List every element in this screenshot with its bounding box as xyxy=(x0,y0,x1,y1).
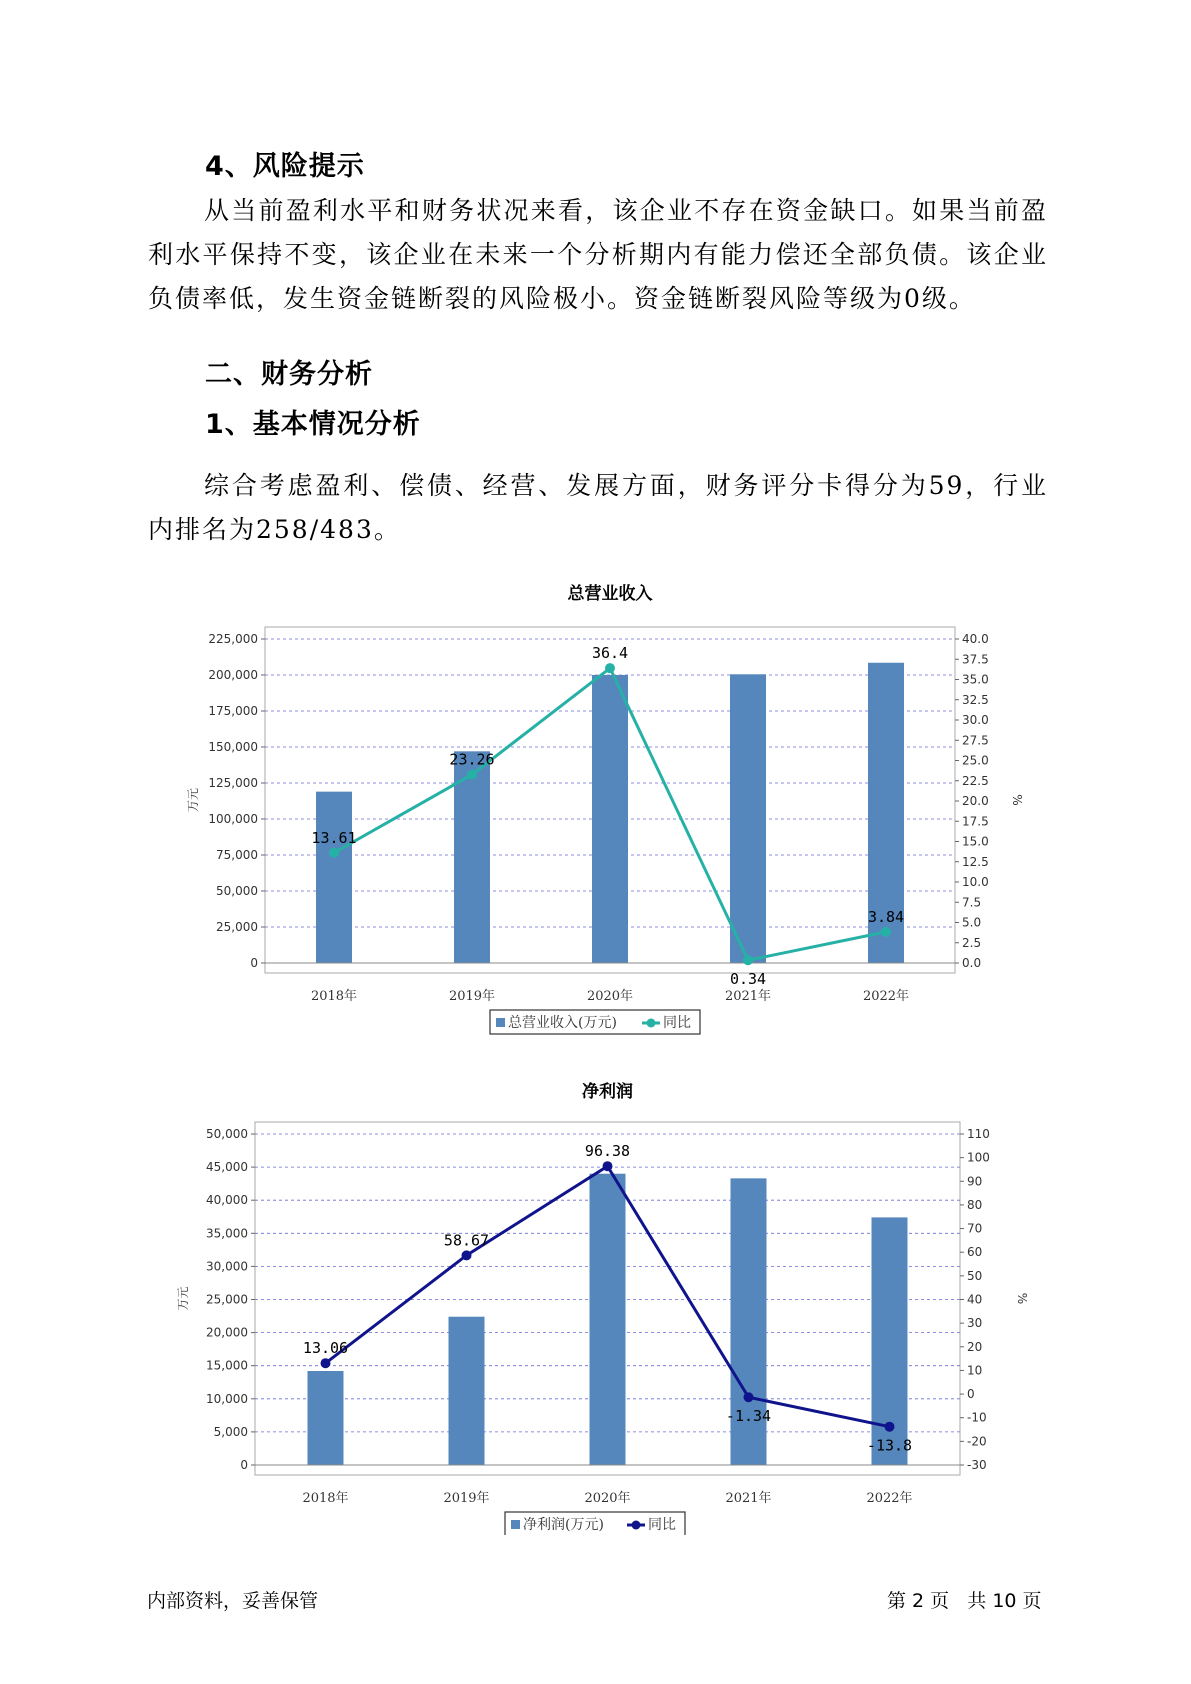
y2-tick-label: 20.0 xyxy=(962,794,989,808)
y-axis-label: 万元 xyxy=(176,1286,190,1311)
x-tick-label: 2018年 xyxy=(310,989,358,1004)
y-tick-label: 0 xyxy=(240,1458,248,1472)
y-tick-label: 100,000 xyxy=(208,812,258,826)
yoy-data-label: 58.67 xyxy=(443,1231,490,1250)
y-tick-label: 0 xyxy=(250,956,258,970)
y2-tick-label: 25.0 xyxy=(962,753,989,768)
footer-page-number: 第 2 页 共 10 页 xyxy=(887,1590,1042,1612)
legend-bar-label: 总营业收入(万元) xyxy=(508,1015,617,1031)
y2-tick-label: 22.5 xyxy=(962,773,989,788)
y2-tick-label: 110 xyxy=(967,1127,990,1141)
legend-bar-swatch xyxy=(496,1018,505,1027)
yoy-data-label: 13.61 xyxy=(311,828,357,847)
yoy-point xyxy=(321,1358,331,1368)
bar xyxy=(449,1317,485,1465)
x-tick-label: 2022年 xyxy=(862,989,910,1004)
yoy-data-label: -1.34 xyxy=(725,1407,772,1426)
yoy-point xyxy=(743,955,753,965)
y-tick-label: 5,000 xyxy=(213,1424,248,1439)
y-tick-label: 20,000 xyxy=(206,1325,248,1340)
net-profit-chart xyxy=(170,1075,1030,1535)
y2-tick-label: 12.5 xyxy=(962,854,989,869)
y2-tick-label: 30 xyxy=(967,1316,983,1331)
bar xyxy=(590,1174,626,1465)
y2-tick-label: 27.5 xyxy=(962,733,989,748)
bar xyxy=(592,675,628,963)
chart-legend xyxy=(505,1512,685,1535)
y2-tick-label: 70 xyxy=(967,1221,983,1236)
legend-bar-label: 净利润(万元) xyxy=(523,1517,604,1533)
x-tick-label: 2019年 xyxy=(448,989,496,1004)
y-tick-label: 150,000 xyxy=(208,740,258,754)
y2-tick-label: 30.0 xyxy=(962,713,989,727)
risk-paragraph: 从当前盈利水平和财务状况来看，该企业不存在资金缺口。如果当前盈利水平保持不变，该企业在未来一个分析期内有能力偿还全部负债。该企业负债率低，发生资金链断裂的风险极小。资金链断裂风险等级为0级。 xyxy=(148,196,1048,313)
y2-tick-label: 80 xyxy=(967,1197,983,1212)
yoy-point xyxy=(885,1422,895,1432)
basic-heading: 1、基本情况分析 xyxy=(205,409,421,440)
revenue-chart xyxy=(170,575,1030,1035)
y2-tick-label: 2.5 xyxy=(962,935,982,950)
y2-tick-label: -10 xyxy=(967,1410,987,1425)
legend-line-label: 同比 xyxy=(648,1517,676,1533)
yoy-data-label: 0.34 xyxy=(729,970,767,989)
yoy-point xyxy=(744,1392,754,1402)
bar xyxy=(730,674,766,963)
y-tick-label: 50,000 xyxy=(216,884,258,898)
y-tick-label: 200,000 xyxy=(208,668,258,682)
y2-tick-label: 0.0 xyxy=(962,956,982,970)
yoy-point xyxy=(603,1161,613,1171)
y2-tick-label: 100 xyxy=(967,1150,990,1165)
yoy-point xyxy=(605,663,615,673)
risk-heading: 4、风险提示 xyxy=(205,151,365,182)
legend-line-marker xyxy=(647,1019,656,1028)
legend-bar-swatch xyxy=(511,1520,520,1529)
bar xyxy=(316,792,352,963)
yoy-point xyxy=(467,770,477,780)
y-tick-label: 25,000 xyxy=(206,1292,248,1307)
footer-confidential: 内部资料，妥善保管 xyxy=(147,1590,319,1612)
y2-tick-label: 15.0 xyxy=(962,834,989,849)
yoy-data-label: 3.84 xyxy=(867,907,905,926)
y-tick-label: 50,000 xyxy=(206,1127,248,1141)
y2-tick-label: -20 xyxy=(967,1434,987,1449)
yoy-data-label: 23.26 xyxy=(449,750,495,769)
x-tick-label: 2021年 xyxy=(724,989,772,1004)
y2-tick-label: 5.0 xyxy=(962,915,982,930)
y2-tick-label: 60 xyxy=(967,1245,983,1260)
y2-tick-label: 37.5 xyxy=(962,652,989,667)
y2-tick-label: 10 xyxy=(967,1363,983,1378)
y2-tick-label: 90 xyxy=(967,1174,983,1189)
yoy-point xyxy=(881,927,891,937)
chart-title: 总营业收入 xyxy=(567,584,653,604)
y-tick-label: 35,000 xyxy=(206,1226,248,1241)
y2-tick-label: 50 xyxy=(967,1268,983,1283)
chart-legend xyxy=(490,1010,700,1034)
y-tick-label: 75,000 xyxy=(216,848,258,862)
x-tick-label: 2018年 xyxy=(302,1491,349,1506)
x-tick-label: 2019年 xyxy=(443,1491,490,1506)
y2-axis-label: % xyxy=(1010,794,1024,806)
y-tick-label: 45,000 xyxy=(206,1160,248,1175)
bar xyxy=(308,1371,344,1465)
yoy-data-label: 96.38 xyxy=(584,1142,631,1161)
y2-tick-label: 7.5 xyxy=(962,895,982,910)
yoy-point xyxy=(462,1250,472,1260)
y2-tick-label: 17.5 xyxy=(962,814,989,829)
y-tick-label: 40,000 xyxy=(206,1193,248,1208)
y2-tick-label: 40 xyxy=(967,1292,983,1307)
finance-heading: 二、财务分析 xyxy=(205,359,373,390)
basic-paragraph: 综合考虑盈利、偿债、经营、发展方面，财务评分卡得分为59，行业内排名为258/483。 xyxy=(148,471,1048,544)
yoy-data-label: 36.4 xyxy=(591,644,629,663)
y2-axis-label: % xyxy=(1015,1292,1029,1305)
yoy-data-label: -13.8 xyxy=(866,1436,913,1455)
x-tick-label: 2022年 xyxy=(866,1491,913,1506)
y-tick-label: 125,000 xyxy=(208,776,258,790)
y-tick-label: 175,000 xyxy=(208,704,258,718)
yoy-data-label: 13.06 xyxy=(302,1339,349,1358)
y2-tick-label: -30 xyxy=(967,1458,987,1472)
yoy-point xyxy=(329,848,339,858)
y-tick-label: 15,000 xyxy=(206,1358,248,1373)
y2-tick-label: 32.5 xyxy=(962,692,989,707)
x-tick-label: 2021年 xyxy=(725,1491,772,1506)
y2-tick-label: 20 xyxy=(967,1339,983,1354)
y2-tick-label: 0 xyxy=(967,1387,975,1402)
y2-tick-label: 10.0 xyxy=(962,875,989,889)
y2-tick-label: 35.0 xyxy=(962,672,989,687)
legend-line-marker xyxy=(632,1521,641,1530)
x-tick-label: 2020年 xyxy=(584,1491,631,1506)
y-tick-label: 225,000 xyxy=(208,632,258,646)
legend-line-label: 同比 xyxy=(663,1015,691,1031)
y-tick-label: 25,000 xyxy=(216,920,258,934)
chart-title: 净利润 xyxy=(582,1082,633,1102)
y-axis-label: 万元 xyxy=(186,787,200,813)
x-tick-label: 2020年 xyxy=(586,989,634,1004)
y2-tick-label: 40.0 xyxy=(962,632,989,646)
y-tick-label: 10,000 xyxy=(206,1391,248,1406)
y-tick-label: 30,000 xyxy=(206,1259,248,1274)
